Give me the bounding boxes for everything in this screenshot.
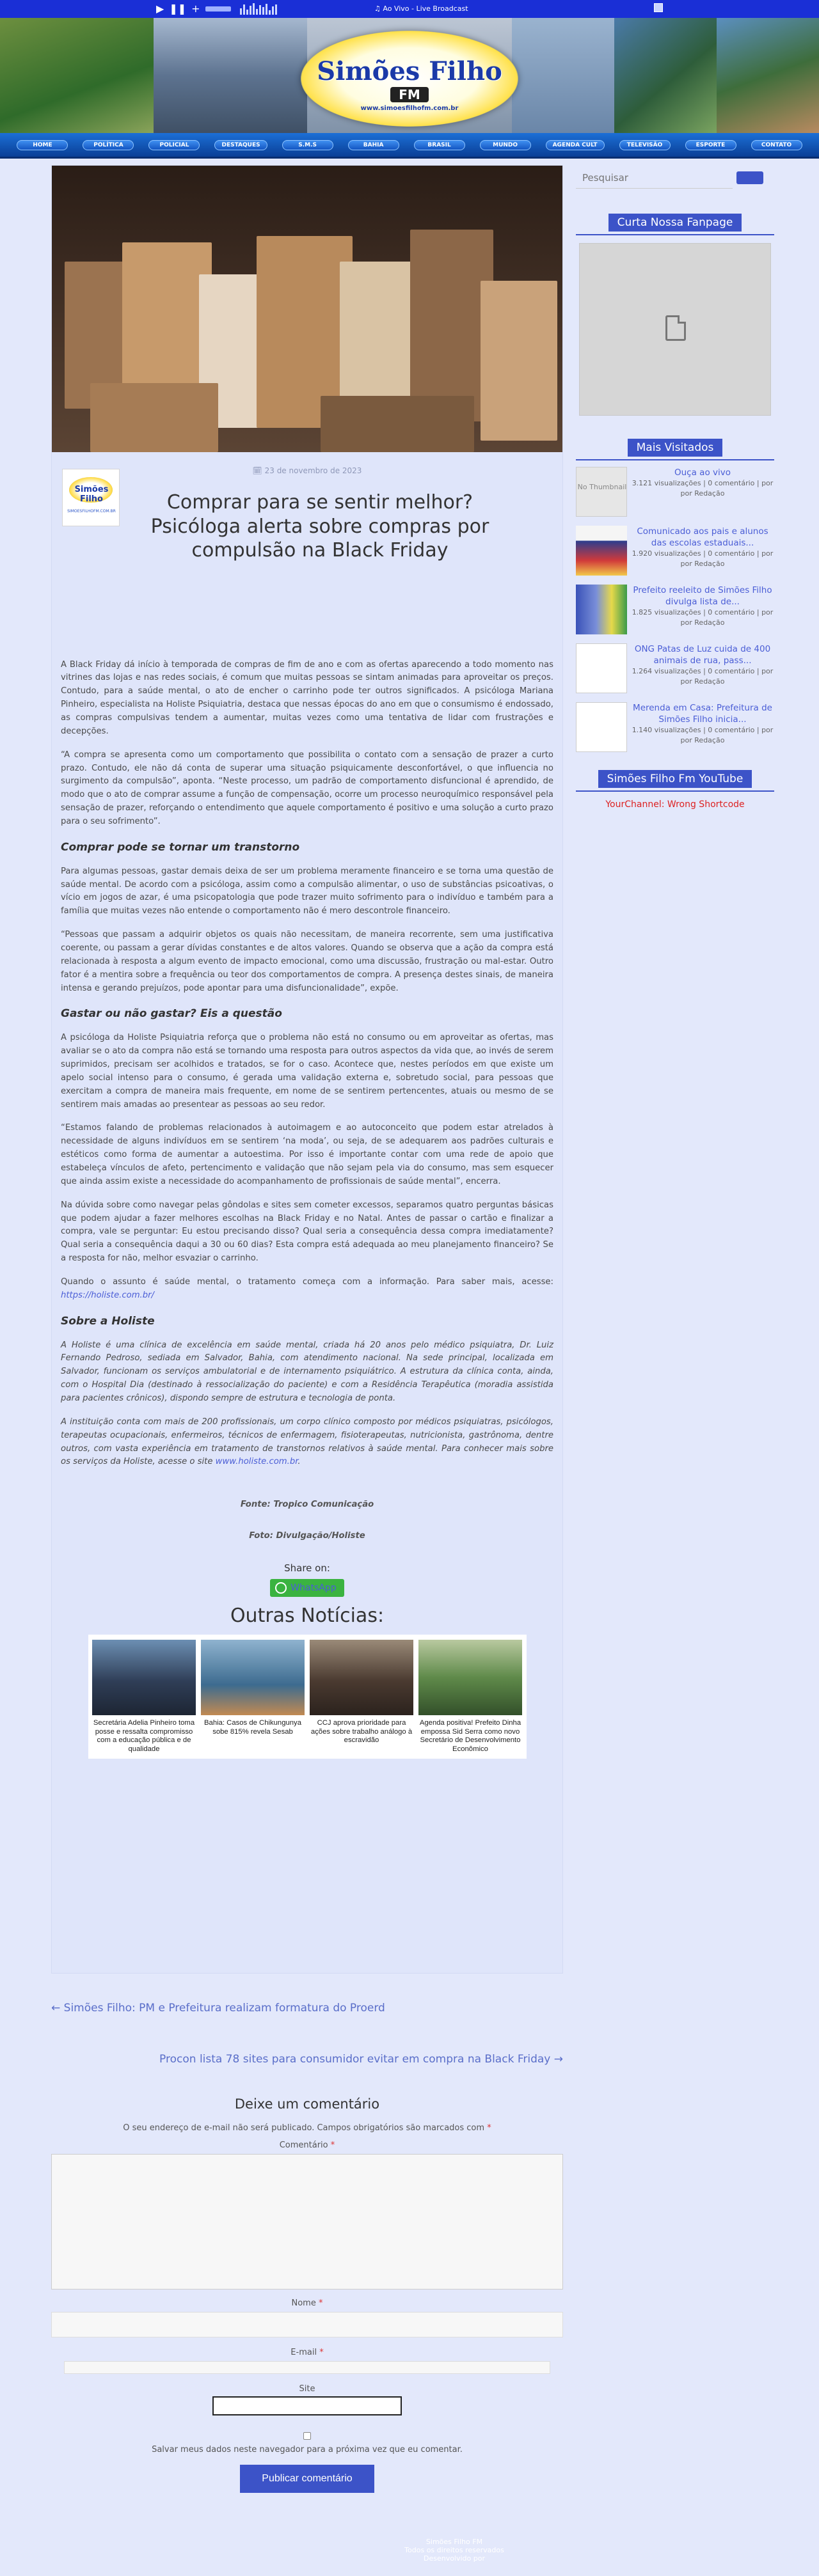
article-featured-image (52, 166, 562, 452)
popular-list (576, 460, 774, 752)
main-content (51, 165, 563, 2493)
section-heading: Gastar ou não gastar? Eis a questão (61, 1007, 282, 1021)
paragraph: A psicóloga da Holiste Psiquiatria reforça que o problema não está no consumo ou em aproveitar as ofertas, mas avaliar se o ato da compra não está se tornando uma resposta para outros aspectos da vida que, ao invés de serem suprimidos, precisam ser acolhidos e tratados, se for o caso. Acontece que, nestes períodos em que existe um apelo social intenso para o consumo, é gerada uma validação externa e, sobretudo social, para pessoas que exercitam a compra de maneira mais frequente, em nome de se sentirem pertencentes, atuais ou mesmo de se sentirem mais amadas ao presentear as pessoas ao seu redor. (61, 1033, 553, 1110)
banner-photo-city (154, 18, 307, 133)
popular-author[interactable]: por Redação (680, 677, 725, 686)
news-card[interactable] (418, 1640, 522, 1754)
popular-meta: 1.140 visualizações | 0 comentário | por (632, 726, 774, 735)
comment-title: Deixe um comentário (234, 2096, 380, 2112)
email-label-text: E-mail (290, 2348, 317, 2357)
required-mark: * (318, 2298, 323, 2308)
pause-icon[interactable]: ❚❚ (169, 3, 187, 15)
youtube-title (576, 770, 774, 792)
required-mark: * (487, 2123, 491, 2133)
paragraph: A Holiste é uma clínica de excelência em saúde mental, criada há 20 anos pelo médico psiquiatra, Dr. Luiz Fernando Pedroso, sediada em Salvador, Bahia, com atendimento nacional. Na sede principal, localizada em Salvador, funcionam os serviços ambulatorial e de internamento psiquiátrico. A estrutura da clínica conta, ainda, com o Hospital Dia (destinado à ressocialização do paciente) e com a Residência Terapêutica (moradia assistida para pacientes crônicos), dispondo sempre de estrutura e tecnologia de ponta. (61, 1340, 553, 1404)
banner-photo-lake (614, 18, 717, 133)
required-mark: * (330, 2140, 335, 2150)
next-post-link[interactable]: Procon lista 78 sites para consumidor evitar em compra na Black Friday → (159, 2053, 563, 2066)
volume-icon[interactable]: + (191, 3, 200, 15)
sidebar (576, 165, 774, 810)
popular-thumbnail[interactable] (576, 585, 627, 634)
popular-thumbnail[interactable] (576, 702, 627, 752)
popular-author[interactable]: por Redação (680, 735, 725, 744)
logo-fm: FM (390, 87, 429, 102)
popular-author[interactable]: por Redação (680, 559, 725, 568)
popular-meta: 1.920 visualizações | 0 comentário | por (632, 549, 774, 558)
popular-meta: 1.264 visualizações | 0 comentário | por (632, 667, 774, 676)
paragraph (61, 1416, 553, 1469)
nav-mundo[interactable]: MUNDO (480, 140, 531, 150)
whatsapp-icon (275, 1582, 287, 1594)
paragraph: Para algumas pessoas, gastar demais deixa de ser um problema meramente financeiro e se torna uma questão de saúde mental. De acordo com a psicóloga, assim como a compulsão alimentar, o uso de substâncias psicoativas, o vício em jogos de azar, é uma psicopatologia que pode trazer muito sofrimento para o indivíduo e também para a família que muitas vezes não entende o comportamento não é mero descontrole financeiro. (61, 866, 553, 916)
paragraph-end: . (298, 1457, 301, 1467)
news-image[interactable] (418, 1640, 522, 1715)
section-heading: Sobre a Holiste (61, 1314, 155, 1328)
nav-sms[interactable]: S.M.S (282, 140, 333, 150)
popular-title-text: Mais Visitados (628, 439, 723, 457)
holiste-site-link[interactable]: www.holiste.com.br (215, 1457, 298, 1467)
popular-item[interactable] (576, 643, 774, 693)
news-image[interactable] (310, 1640, 413, 1715)
paragraph-text: Quando o assunto é saúde mental, o tratamento começa com a informação. Para saber mais, acesse: (61, 1277, 553, 1287)
comment-textarea[interactable] (51, 2154, 563, 2289)
popular-item[interactable] (576, 526, 774, 576)
section-heading: Comprar pode se tornar um transtorno (61, 840, 300, 854)
header-banner (0, 18, 819, 133)
search-button[interactable] (736, 171, 763, 184)
comment-form (51, 2096, 563, 2493)
other-news-title: Outras Notícias: (230, 1604, 385, 1627)
site-label: Site (299, 2384, 315, 2394)
footer-line: Simões Filho FM (425, 2538, 483, 2546)
paragraph: A Black Friday dá início à temporada de compras de fim de ano e com as ofertas aparecendo a todo momento nas vitrines das lojas e nas redes sociais, é comum que muitas pessoas se sintam animadas para aproveitar os preços. Contudo, para a saúde mental, o ato de encher o carrinho pode ter outros significados. A psicóloga Mariana Pinheiro, especialista na Holiste Psiquiatria, destaca que nessas épocas do ano em que o consumismo é endossado, as compras compulsivas tendem a aumentar, muitas vezes como uma tentativa de lidar com frustrações e decepções. (61, 659, 553, 736)
nav-contato[interactable]: CONTATO (751, 140, 802, 150)
paragraph: Na dúvida sobre como navegar pelas gôndolas e sites sem cometer excessos, separamos quatro perguntas básicas que podem ajudar a fazer melhores escolhas na Black Friday e no Natal. Antes de passar o cartão e finalizar a compra, vale se perguntar: Eu estou precisando disso? Qual seria a consequência dessa compra imediatamente? Qual seria a consequência daqui a 30 ou 60 dias? Esta compra está adequada ao meu planejamento financeiro? Se a resposta for não, melhor esvaziar o carrinho. (61, 1200, 553, 1264)
news-card[interactable] (92, 1640, 196, 1754)
popular-thumbnail[interactable] (576, 467, 627, 517)
main-navigation (0, 133, 819, 159)
nav-home[interactable]: HOME (17, 140, 68, 150)
volume-slider[interactable] (205, 6, 231, 12)
equalizer-icon (240, 3, 277, 15)
search-widget (576, 165, 774, 191)
article-body (52, 563, 562, 1772)
bag-shape (90, 383, 218, 452)
live-label-text: Ao Vivo - Live Broadcast (383, 4, 468, 13)
logo-url: www.simoesfilhofm.com.br (360, 105, 459, 112)
news-caption[interactable]: Agenda positiva! Prefeito Dinha empossa Sid Serra como novo Secretário de Desenvolvimento Econômico (419, 1719, 521, 1753)
news-caption[interactable]: CCJ aprova prioridade para ações sobre trabalho análogo à escravidão (310, 1719, 413, 1745)
popup-player-icon[interactable] (654, 3, 663, 12)
popular-title (576, 439, 774, 460)
article (51, 165, 563, 1974)
email-label (51, 2348, 563, 2357)
page-wrapper (45, 159, 774, 2576)
paragraph: “Pessoas que passam a adquirir objetos os quais não necessitam, de maneira recorrente, sem uma justificativa coerente, ou passam a gerar dívidas constantes e de altos valores. Quando se observa que a ação da compra está relacionada à resposta a algum evento de impacto emocional, como uma discussão, frustração ou mal-estar. Outro fator é a mentira sobre a frequência ou teor dos comportamentos de compra. A presença destes sinais, de maneira intensa e gerando prejuízos, pode apontar para uma disfuncionalidade”, expõe. (61, 930, 553, 993)
logo-title: Simões Filho (317, 56, 502, 86)
save-data-label: Salvar meus dados neste navegador para a próxima vez que eu comentar. (152, 2445, 463, 2454)
live-broadcast-label (374, 4, 468, 13)
comment-label-text: Comentário (279, 2140, 328, 2150)
popular-body (627, 702, 774, 752)
banner-photo-waterfall (717, 18, 819, 133)
fanpage-widget (576, 214, 774, 416)
fanpage-embed[interactable] (579, 243, 771, 416)
popular-item[interactable] (576, 467, 774, 517)
popular-title-link[interactable]: Comunicado aos pais e alunos das escolas estaduais... (637, 526, 768, 549)
popular-title-link[interactable]: Prefeito reeleito de Simões Filho divulga lista de... (633, 585, 772, 608)
whatsapp-label: WhatsApp (290, 1582, 337, 1593)
news-card[interactable] (310, 1640, 413, 1754)
nav-televisao[interactable]: TELEVISÃO (619, 140, 671, 150)
source-credit: Fonte: Tropico Comunicação (240, 1500, 374, 1510)
music-note-icon: ♫ (374, 4, 383, 13)
name-input[interactable] (51, 2312, 563, 2337)
previous-post-link[interactable]: ← Simões Filho: PM e Prefeitura realizam formatura do Proerd (51, 2002, 385, 2014)
news-image[interactable] (201, 1640, 305, 1715)
popular-body (627, 467, 774, 517)
popular-thumbnail[interactable] (576, 643, 627, 693)
search-input[interactable] (576, 167, 733, 189)
post-navigation (51, 2002, 563, 2066)
news-caption[interactable]: Bahia: Casos de Chikungunya sobe 815% revela Sesab (204, 1719, 301, 1736)
news-card[interactable] (201, 1640, 305, 1754)
popular-title-link[interactable]: ONG Patas de Luz cuida de 400 animais de rua, pass... (634, 644, 771, 666)
comment-label (51, 2140, 563, 2150)
popular-item[interactable] (576, 585, 774, 634)
popular-title-link[interactable]: Merenda em Casa: Prefeitura de Simões Filho inicia... (633, 703, 772, 725)
nav-brasil[interactable]: BRASIL (414, 140, 465, 150)
article-title: Comprar para se sentir melhor? Psicóloga alerta sobre compras por compulsão na Black Friday (150, 491, 489, 562)
news-caption[interactable]: Secretária Adelia Pinheiro toma posse e ressalta compromisso com a educação pública e de qualidade (93, 1719, 195, 1753)
youtube-error: YourChannel: Wrong Shortcode (605, 799, 745, 810)
article-date (52, 466, 562, 475)
footer-credits (358, 2538, 550, 2563)
radio-player-bar (0, 0, 819, 18)
paragraph (61, 1276, 553, 1303)
fanpage-title (576, 214, 774, 235)
popular-meta: 3.121 visualizações | 0 comentário | por (632, 479, 774, 488)
whatsapp-share-button[interactable] (270, 1579, 344, 1597)
article-date-text: 23 de novembro de 2023 (264, 466, 362, 475)
site-input[interactable] (212, 2396, 402, 2415)
required-mark: * (319, 2348, 324, 2357)
nav-agenda-cult[interactable]: AGENDA CULT (546, 140, 605, 150)
nav-bahia[interactable]: BAHIA (348, 140, 399, 150)
popular-widget (576, 439, 774, 752)
banner-photo-stadium (0, 18, 154, 133)
paragraph-text: A instituição conta com mais de 200 profissionais, um corpo clínico composto por médicos psiquiatras, psicólogos, terapeutas ocupacionais, enfermeiros, técnicos de enfermagem, fisioterapeutas, nutricionista, gastrônoma, dentre outros, com vasta experiência em tratamento de transtornos relativos à saúde mental. Para conhecer mais sobre os serviços da Holiste, acesse o site (61, 1417, 553, 1467)
broken-document-icon (665, 315, 686, 341)
popular-body (627, 585, 774, 634)
popular-meta: 1.825 visualizações | 0 comentário | por (632, 608, 774, 617)
author-logo-title: Simões Filho (74, 485, 109, 504)
footer-line: Todos os direitos reservados (404, 2546, 504, 2554)
fanpage-title-text: Curta Nossa Fanpage (608, 214, 742, 232)
submit-comment-button[interactable]: Publicar comentário (240, 2465, 374, 2493)
share-label: Share on: (284, 1562, 330, 1575)
calendar-icon: 🗓 (252, 466, 265, 475)
paragraph: “A compra se apresenta como um comportamento que possibilita o contato com a sensação de prazer a curto prazo. Contudo, ele não dá conta de superar uma situação psiquicamente desconfortável, o que influencia no surgimento da compulsão”, aponta. “Neste processo, um padrão de comportamento disfuncional é aprendido, de modo que o ato de comprar assume a função de compensação, ocorre um processo neuroquímico responsável pela sensação de prazer, reforçando o entendimento que aquele comportamento é positivo e uma solução a curto prazo para o seu sofrimento”. (61, 750, 553, 826)
nav-politica[interactable]: POLÍTICA (83, 140, 134, 150)
popular-body (627, 526, 774, 576)
email-input[interactable] (64, 2361, 550, 2374)
popular-body (627, 643, 774, 693)
save-data-checkbox[interactable] (303, 2432, 311, 2440)
play-icon[interactable]: ▶ (156, 3, 164, 15)
nav-destaques[interactable]: DESTAQUES (214, 140, 267, 150)
popular-thumbnail[interactable] (576, 526, 627, 576)
other-news-list (88, 1635, 527, 1759)
news-image[interactable] (92, 1640, 196, 1715)
youtube-title-text: Simões Filho Fm YouTube (598, 770, 752, 788)
name-label (51, 2298, 563, 2308)
holiste-link[interactable]: https://holiste.com.br/ (61, 1290, 154, 1300)
popular-author[interactable]: por Redação (680, 618, 725, 627)
banner-photo-sky (512, 18, 614, 133)
bag-shape (481, 281, 557, 441)
popular-title-link[interactable]: Ouça ao vivo (674, 467, 731, 478)
no-thumbnail-text: No Thumbnail (577, 483, 627, 491)
popular-author[interactable]: por Redação (680, 489, 725, 498)
bag-shape (321, 396, 474, 452)
author-logo (62, 469, 120, 526)
nav-policial[interactable]: POLICIAL (148, 140, 200, 150)
footer-line: Desenvolvido por (423, 2554, 485, 2563)
paragraph: “Estamos falando de problemas relacionados à autoimagem e ao autoconceito que podem estar atrelados à necessidade de alguns indivíduos em se sentirem ‘na moda’, ou seja, de se adequarem aos padrões culturais e estéticos como forma de aumentar a autoestima. Por isso é importante contar com uma rede de apoio que estabeleça vínculos de afeto, pertencimento e validação que não sejam pela via do consumo, mas sem esquecer que ainda assim existe a necessidade do acompanhamento de profissionais de saúde mental”, encerra. (61, 1123, 553, 1186)
name-label-text: Nome (291, 2298, 316, 2308)
comment-notes-text: O seu endereço de e-mail não será publicado. Campos obrigatórios são marcados com (123, 2123, 485, 2133)
share-section (61, 1561, 553, 1597)
photo-credit: Foto: Divulgação/Holiste (249, 1531, 365, 1541)
youtube-widget (576, 770, 774, 810)
popular-item[interactable] (576, 702, 774, 752)
player-controls (156, 3, 277, 15)
nav-esporte[interactable]: ESPORTE (685, 140, 736, 150)
comment-notes (51, 2123, 563, 2133)
submit-wrap (51, 2465, 563, 2493)
author-logo-subtitle: SIMOESFILHOFM.COM.BR (67, 509, 116, 514)
